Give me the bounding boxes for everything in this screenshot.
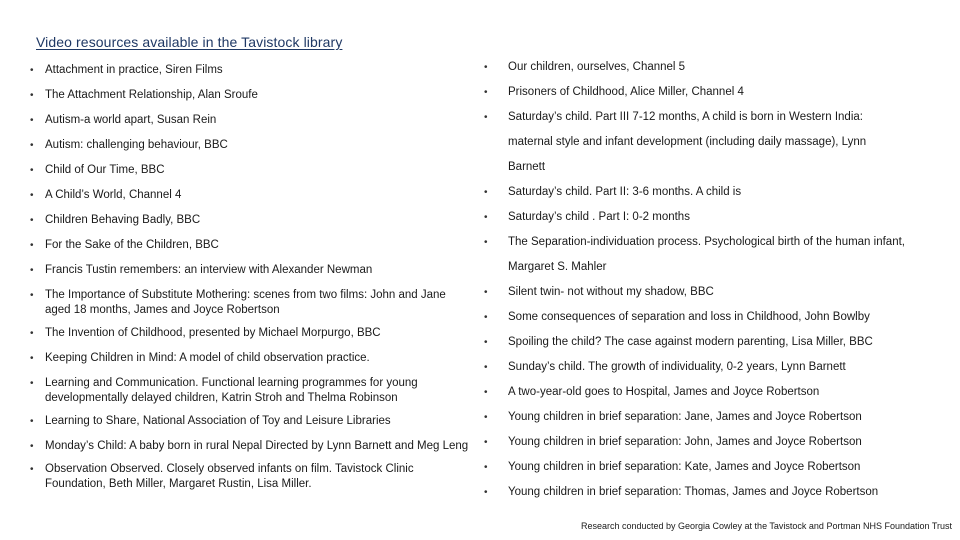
bullet-icon: • (30, 165, 34, 176)
list-item-text: Sunday’s child. The growth of individuality, 0-2 years, Lynn Barnett (508, 361, 846, 373)
bullet-icon: • (30, 115, 34, 126)
bullet-icon: • (484, 237, 488, 248)
right-resource-list (484, 60, 954, 510)
list-item (484, 385, 954, 400)
list-item (30, 213, 470, 228)
list-item-text: Barnett (508, 161, 546, 173)
bullet-icon: • (30, 215, 34, 226)
bullet-icon: • (30, 441, 34, 452)
bullet-icon: • (484, 87, 488, 98)
list-item-text: Attachment in practice, Siren Films (45, 64, 223, 76)
bullet-icon: • (30, 90, 34, 101)
bullet-icon: • (484, 487, 488, 498)
list-item-continuation (484, 135, 954, 150)
bullet-icon: • (484, 112, 488, 123)
bullet-icon: • (30, 328, 34, 339)
list-item-text: Spoiling the child? The case against modern parenting, Lisa Miller, BBC (508, 336, 873, 348)
bullet-icon: • (30, 265, 34, 276)
list-item (30, 462, 470, 492)
list-item-text: Observation Observed. Closely observed infants on film. Tavistock Clinic Foundation, Beth Miller, Margaret Rustin, Lisa Miller. (45, 463, 414, 490)
list-item (30, 376, 470, 406)
list-item (30, 439, 470, 454)
list-item-text: maternal style and infant development (including daily massage), Lynn (508, 136, 867, 148)
list-item (484, 235, 954, 250)
bullet-icon: • (30, 190, 34, 201)
list-item-text: A Child’s World, Channel 4 (45, 189, 182, 201)
list-item-text: The Invention of Childhood, presented by Michael Morpurgo, BBC (45, 327, 381, 339)
list-item-text: The Attachment Relationship, Alan Sroufe (45, 89, 258, 101)
list-item-text: Learning and Communication. Functional learning programmes for young developmentally delayed children, Katrin Stroh and Thelma Robinson (45, 377, 418, 404)
list-item (484, 410, 954, 425)
list-item (30, 138, 470, 153)
list-item (484, 460, 954, 475)
list-item-text: A two-year-old goes to Hospital, James and Joyce Robertson (508, 386, 820, 398)
list-item-text: Keeping Children in Mind: A model of child observation practice. (45, 352, 370, 364)
list-item-text: Francis Tustin remembers: an interview with Alexander Newman (45, 264, 373, 276)
bullet-icon: • (30, 353, 34, 364)
bullet-icon: • (484, 387, 488, 398)
list-item (484, 60, 954, 75)
list-item (484, 85, 954, 100)
list-item (484, 360, 954, 375)
list-item-text: Young children in brief separation: Thomas, James and Joyce Robertson (508, 486, 879, 498)
list-item (484, 185, 954, 200)
list-item-text: Some consequences of separation and loss in Childhood, John Bowlby (508, 311, 870, 323)
list-item (484, 485, 954, 500)
list-item-text: Prisoners of Childhood, Alice Miller, Channel 4 (508, 86, 744, 98)
list-item (484, 310, 954, 325)
list-item-text: Learning to Share, National Association of Toy and Leisure Libraries (45, 415, 391, 427)
bullet-icon: • (484, 287, 488, 298)
list-item (30, 414, 470, 429)
footer-credit: Research conducted by Georgia Cowley at the Tavistock and Portman NHS Foundation Trust (580, 521, 952, 531)
list-item (30, 163, 470, 178)
list-item (30, 326, 470, 341)
bullet-icon: • (484, 337, 488, 348)
bullet-icon: • (484, 212, 488, 223)
bullet-icon: • (484, 437, 488, 448)
bullet-icon: • (30, 290, 34, 301)
bullet-icon: • (30, 140, 34, 151)
left-resource-list (30, 63, 470, 502)
list-item-text: Children Behaving Badly, BBC (45, 214, 201, 226)
bullet-icon: • (484, 462, 488, 473)
bullet-icon: • (30, 416, 34, 427)
bullet-icon: • (484, 312, 488, 323)
list-item-text: Our children, ourselves, Channel 5 (508, 61, 686, 73)
bullet-icon: • (30, 240, 34, 251)
bullet-icon: • (30, 378, 34, 389)
bullet-icon: • (484, 362, 488, 373)
list-item-text: Young children in brief separation: Jane, James and Joyce Robertson (508, 411, 862, 423)
list-item (30, 88, 470, 103)
page-title: Video resources available in the Tavistock library (36, 34, 343, 50)
list-item (30, 188, 470, 203)
list-item-text: For the Sake of the Children, BBC (45, 239, 219, 251)
list-item (30, 288, 470, 318)
list-item-text: Silent twin- not without my shadow, BBC (508, 286, 714, 298)
bullet-icon: • (484, 62, 488, 73)
list-item-text: Autism-a world apart, Susan Rein (45, 114, 217, 126)
list-item-text: The Separation-individuation process. Psychological birth of the human infant, (508, 236, 905, 248)
list-item-text: Margaret S. Mahler (508, 261, 607, 273)
list-item-text: Saturday’s child. Part III 7-12 months, A child is born in Western India: (508, 111, 863, 123)
list-item (30, 113, 470, 128)
list-item-continuation (484, 160, 954, 175)
list-item-text: Saturday’s child. Part II: 3-6 months. A child is (508, 186, 742, 198)
bullet-icon: • (30, 65, 34, 76)
list-item (484, 285, 954, 300)
bullet-icon: • (484, 412, 488, 423)
list-item-text: Monday’s Child: A baby born in rural Nepal Directed by Lynn Barnett and Meg Leng (45, 440, 469, 452)
list-item-text: The Importance of Substitute Mothering: scenes from two films: John and Jane aged 18 months, James and Joyce Robertson (45, 289, 446, 316)
list-item-text: Saturday’s child . Part I: 0-2 months (508, 211, 690, 223)
list-item-continuation (484, 260, 954, 275)
list-item-text: Young children in brief separation: Kate, James and Joyce Robertson (508, 461, 861, 473)
bullet-icon: • (484, 187, 488, 198)
list-item (30, 263, 470, 278)
list-item (484, 210, 954, 225)
list-item-text: Young children in brief separation: John, James and Joyce Robertson (508, 436, 862, 448)
list-item (484, 110, 954, 125)
list-item-text: Child of Our Time, BBC (45, 164, 165, 176)
list-item-text: Autism: challenging behaviour, BBC (45, 139, 228, 151)
list-item (30, 238, 470, 253)
list-item (30, 351, 470, 366)
list-item (484, 335, 954, 350)
list-item (30, 63, 470, 78)
list-item (484, 435, 954, 450)
bullet-icon: • (30, 464, 34, 475)
